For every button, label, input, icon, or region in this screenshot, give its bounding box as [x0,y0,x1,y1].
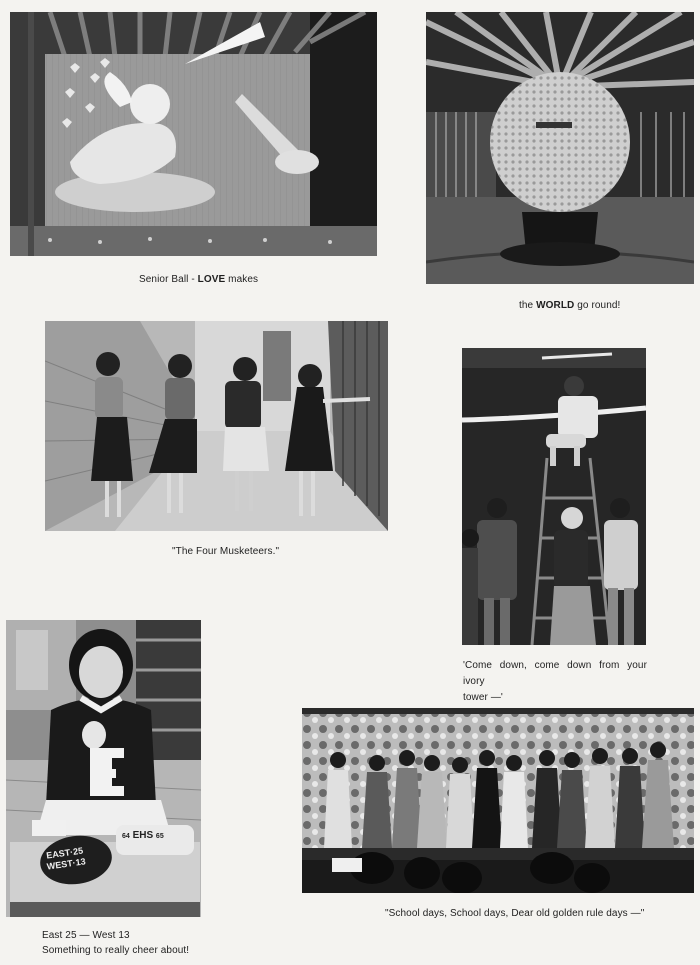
photo-senior-ball-mural [10,12,377,256]
caption-east-west-cheer: Something to really cheer about! [42,945,190,956]
ehs-sign-64: 64 [122,833,130,840]
ehs-sign-label: EHS [132,830,154,841]
caption-senior-ball: Senior Ball - LOVE makes [139,274,259,285]
ehs-sign-65: 65 [155,833,164,840]
caption-four-musketeers: "The Four Musketeers." [172,546,280,557]
photo-school-days-stage [302,708,694,893]
football-text-line1: EAST·25 [45,845,84,861]
caption-ivory-tower: 'Come down, come down from your ivory tower —' [463,660,647,703]
photo-world-globe [426,12,694,284]
football-text-line2: WEST·13 [46,856,87,872]
caption-east-west [42,928,262,958]
photo-four-musketeers [45,321,388,531]
caption-school-days: "School days, School days, Dear old golden rule days —" [385,908,645,919]
caption-world: the WORLD go round! [519,300,621,311]
photo-cheerleader [6,620,201,917]
photo-ivory-tower [462,348,646,645]
caption-east-west-score: East 25 — West 13 [42,930,130,941]
ehs-sign [122,830,164,843]
